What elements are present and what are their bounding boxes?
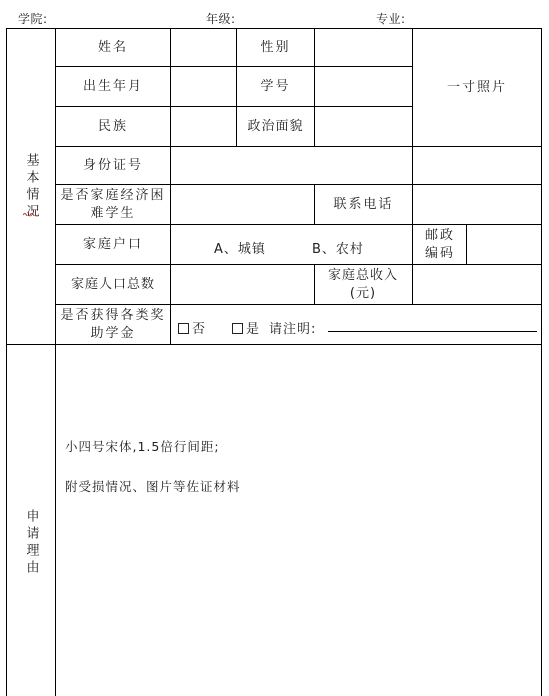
name-label: 姓名 xyxy=(97,39,128,55)
school-label: 学院: xyxy=(18,12,48,26)
phone-field[interactable] xyxy=(413,185,541,224)
birth-field[interactable] xyxy=(171,67,236,106)
id-number-field[interactable] xyxy=(171,147,412,184)
section-label-application-reason: 申请理由 xyxy=(23,509,39,577)
family-income-field[interactable] xyxy=(413,265,541,304)
scholarship-note-label: 请注明: xyxy=(269,322,317,337)
spellcheck-underline-icon xyxy=(23,212,37,216)
scholarship-yes-text: 是 xyxy=(246,322,261,337)
phone-label: 联系电话 xyxy=(333,196,394,212)
scholarship-option-yes[interactable] xyxy=(232,318,260,337)
postal-code-label: 邮政编码 xyxy=(424,227,455,261)
political-status-label: 政治面貌 xyxy=(247,118,304,134)
checkbox-no-icon[interactable] xyxy=(178,323,189,334)
hardship-label: 是否家庭经济困难学生 xyxy=(60,187,166,221)
household-option-urban[interactable]: A、城镇 xyxy=(214,242,266,257)
photo-box: 一寸照片 xyxy=(446,79,507,95)
id-number-extra-cell xyxy=(413,147,541,184)
name-field[interactable] xyxy=(171,29,236,66)
application-reason-area[interactable] xyxy=(56,345,541,696)
family-size-field[interactable] xyxy=(171,265,314,304)
ethnicity-label: 民族 xyxy=(97,118,128,134)
family-income-label: 家庭总收入(元) xyxy=(327,267,398,301)
reason-note-format: 小四号宋体,1.5倍行间距; xyxy=(65,439,220,454)
table-border-right xyxy=(541,28,542,696)
section-label-basic-info: 基本情况 xyxy=(23,153,39,221)
table-border-left xyxy=(6,28,7,696)
reason-note-evidence: 附受损情况、图片等佐证材料 xyxy=(65,479,241,494)
id-number-label: 身份证号 xyxy=(82,157,143,173)
application-form-table xyxy=(6,28,542,696)
major-label: 专业: xyxy=(376,12,406,26)
family-size-label: 家庭人口总数 xyxy=(70,276,155,292)
ethnicity-field[interactable] xyxy=(171,107,236,146)
gender-label: 性别 xyxy=(260,39,291,55)
scholarship-no-text: 否 xyxy=(192,322,207,337)
hardship-field[interactable] xyxy=(171,185,314,224)
political-status-field[interactable] xyxy=(315,107,412,146)
col-line xyxy=(314,264,315,304)
household-option-rural[interactable]: B、农村 xyxy=(312,242,364,257)
household-label: 家庭户口 xyxy=(82,236,143,252)
gender-field[interactable] xyxy=(315,29,412,66)
postal-code-field[interactable] xyxy=(467,225,541,264)
scholarship-note-field[interactable] xyxy=(328,331,537,332)
grade-label: 年级: xyxy=(206,12,236,26)
checkbox-yes-icon[interactable] xyxy=(232,323,243,334)
student-id-field[interactable] xyxy=(315,67,412,106)
scholarship-label: 是否获得各类奖助学金 xyxy=(60,307,166,341)
col-line xyxy=(412,224,413,264)
scholarship-option-no[interactable] xyxy=(178,318,206,337)
birth-label: 出生年月 xyxy=(82,78,143,94)
student-id-label: 学号 xyxy=(260,78,291,94)
